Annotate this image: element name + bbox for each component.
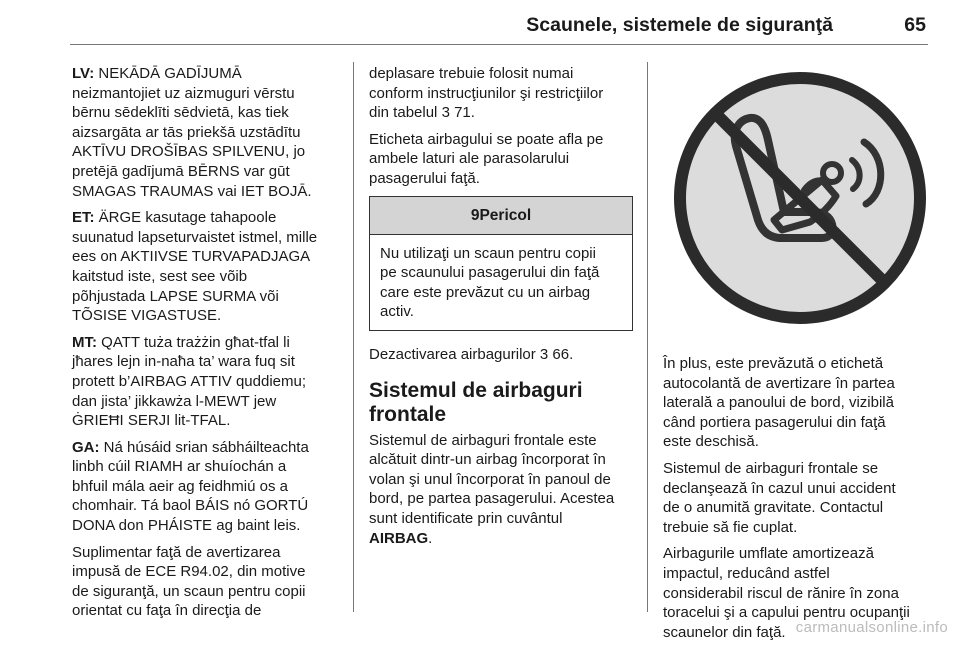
lang-tag: LV: <box>72 65 95 82</box>
danger-box <box>369 196 633 331</box>
label-location-paragraph: Eticheta airbagului se poate afla pe ambele laturi ale parasolarului pasagerului faţă. <box>369 130 604 187</box>
page-reference-link[interactable]: 3 66. <box>539 345 574 363</box>
column-2 <box>369 64 637 555</box>
danger-title: Pericol <box>479 206 532 224</box>
lang-tag: ET: <box>72 209 95 227</box>
airbag-word: AIRBAG <box>369 529 429 547</box>
page-header <box>70 0 928 45</box>
column-divider <box>647 62 648 612</box>
watermark: carmanualsonline.info <box>795 619 948 636</box>
column-divider <box>353 62 354 612</box>
column-1 <box>72 64 347 628</box>
page-number: 65 <box>904 14 926 36</box>
warning-et: ET: ÄRGE kasutage tahapoole suunatud lapseturvaistet istmel, mille ees on AKTIIVSE TURVAPADJAGA kaitstud iste, sest see võib põhjustada LAPSE SURMA või TÕSISE VIGASTUSE. <box>72 209 318 325</box>
section-paragraph: Sistemul de airbaguri frontale este alcătuit dintr-un airbag încorporat în volan şi unul încorporat în panoul de bord, pe partea pasagerului. Acestea sunt identificate prin cuvântul AIRBAG. <box>369 431 615 547</box>
header-title: Scaunele, sistemele de siguranţă <box>526 14 833 36</box>
deployment-paragraph: Sistemul de airbaguri frontale se declanşează în cazul unui accident de o anumită gravitate. Contactul trebuie să fie cuplat. <box>663 459 896 536</box>
warning-ga: GA: Ná húsáid srian sábháilteachta linbh cúil RIAMH ar shuíochán a bhfuil mála aeir ag feidhmiú os a chomhair. Tá baol BÁIS nó GORTÚ DONA don PHÁISTE ag baint leis. <box>72 438 309 535</box>
section-heading: Sistemul de airbaguri frontale <box>369 378 583 426</box>
deactivation-paragraph: Dezactivarea airbagurilor 3 66. <box>369 345 574 363</box>
warning-lv: LV: NEKĀDĀ GADĪJUMĀ neizmantojiet uz aizmuguri vērstu bērnu sēdeklīti sēdvietā, kas tiek aizsargāta ar tās priekšā uzstādītu AKTĪVU DROŠĪBAS SPILVENU, jo pretējā gadījumā BĒRNS var gūt SMAGAS TRAUMAS vai IET BOJĀ. <box>72 65 312 200</box>
continuation-paragraph: deplasare trebuie folosit numai conform instrucţiunilor şi restricţiilor din tabelul 3 71. <box>369 65 604 122</box>
lang-tag: MT: <box>72 333 97 351</box>
column-3 <box>663 64 953 649</box>
warning-mt: MT: QATT tuża trażżin għat-tfal li jħares lejn in-naħa ta’ wara fuq sit protett b’AIRBAG ATTIV quddiemu; dan jista’ jikkawża l-MEWT jew ĠRIEĦI SERJI lit-TFAL. <box>72 333 306 430</box>
danger-header <box>370 197 632 235</box>
protection-paragraph: Airbagurile umflate amortizează impactul, reducând astfel considerabil riscul de rănire în zona toracelui şi a capului pentru ocupanţii scaunelor din faţă. <box>663 545 910 641</box>
no-rear-facing-child-seat-airbag-icon <box>672 70 928 326</box>
page-reference-link[interactable]: 3 71. <box>441 104 475 122</box>
danger-text: Nu utilizaţi un scaun pentru copii pe scaunului pasagerului din faţă care este prevăzut cu un airbag activ. <box>380 244 600 321</box>
sticker-paragraph: În plus, este prevăzută o etichetă autocolantă de avertizare în partea laterală a panoului de bord, vizibilă când portiera pasagerului din faţă este deschisă. <box>663 355 895 451</box>
supplementary-paragraph: Suplimentar faţă de avertizarea impusă de ECE R94.02, din motive de siguranţă, un scaun pentru copii orientat cu faţa în direcţia de <box>72 543 306 620</box>
lang-tag: GA: <box>72 438 100 456</box>
warning-triangle-icon: 9 <box>470 206 480 224</box>
figure <box>672 70 928 326</box>
